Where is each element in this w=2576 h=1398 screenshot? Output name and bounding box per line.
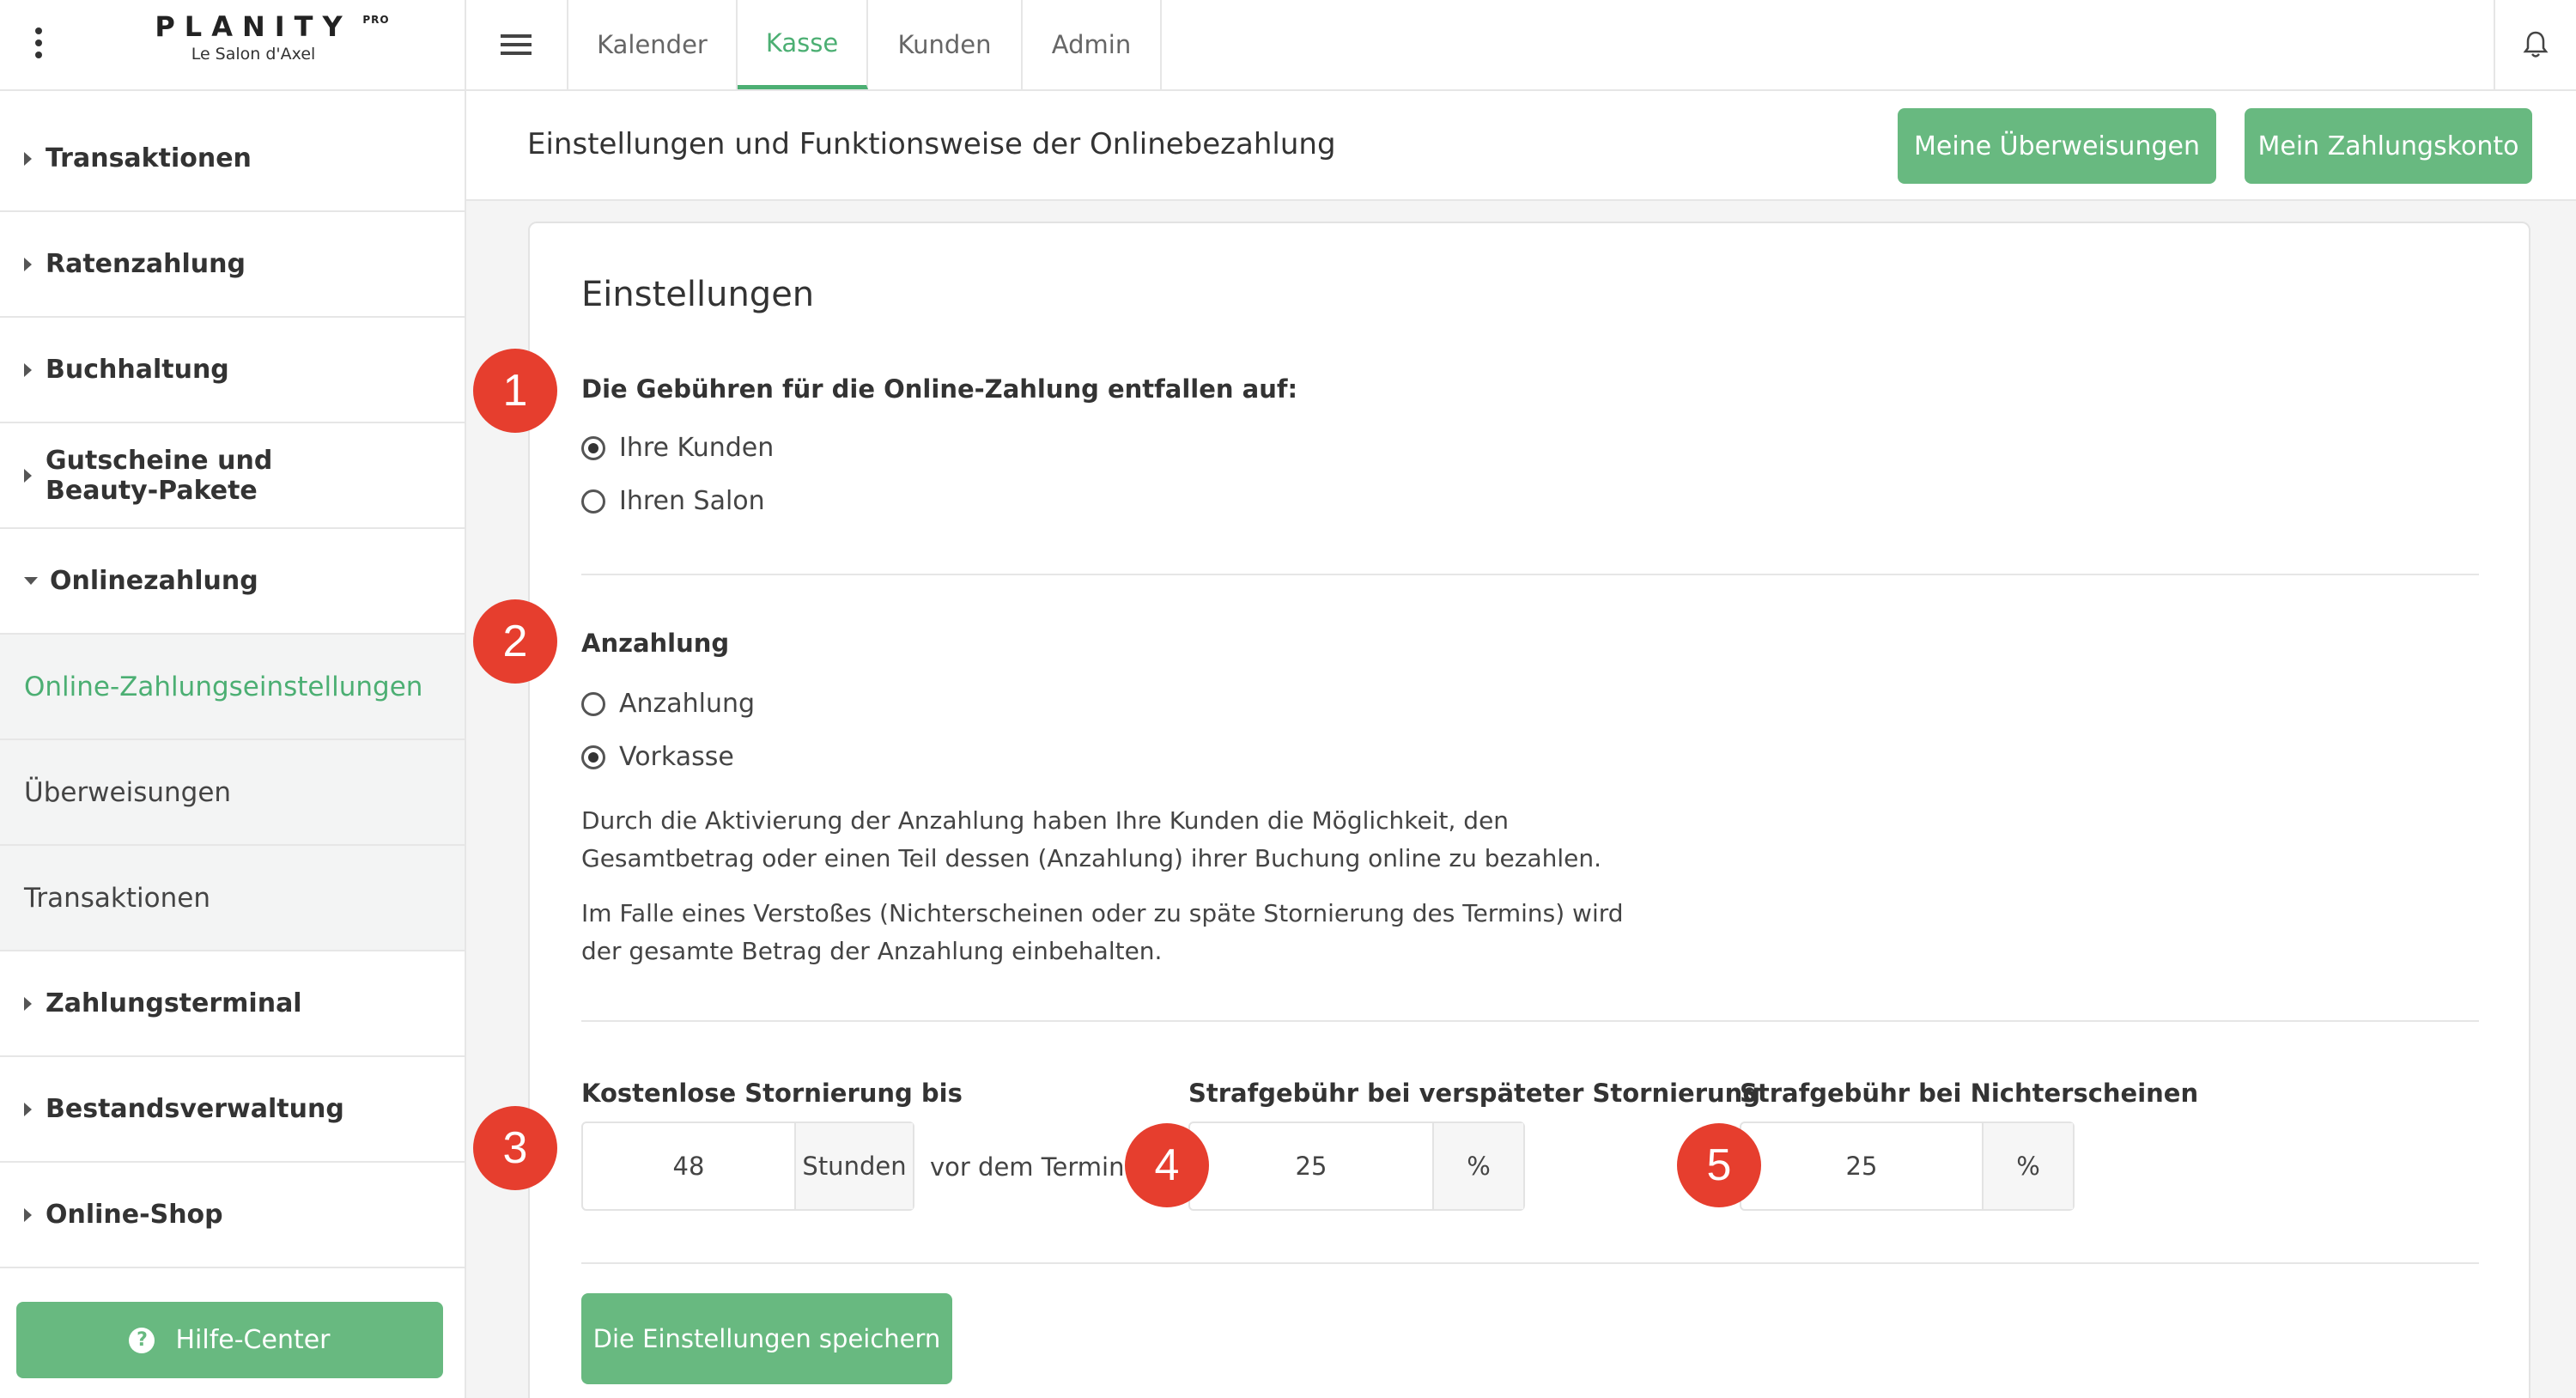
caret-right-icon [24,997,32,1011]
hours-unit: Stunden [794,1123,913,1209]
radio-ihre-kunden[interactable] [581,433,774,463]
radio-label: Ihren Salon [619,486,765,516]
annotation-marker-1: 1 [473,349,557,433]
annotation-marker-2: 2 [473,599,557,684]
notifications-button[interactable] [2494,0,2576,89]
tab-kasse[interactable]: Kasse [738,0,868,89]
sidebar-item-transaktionen[interactable] [0,106,465,212]
brand-name: PLANITY PRO [155,10,390,43]
brand-tier: PRO [362,14,390,26]
deposit-question: Anzahlung [581,629,730,658]
sidebar-item-zahlungsterminal[interactable] [0,951,465,1057]
sidebar-item-label: Buchhaltung [46,355,229,385]
caret-right-icon [24,258,32,271]
sidebar-item-ratenzahlung[interactable] [0,212,465,318]
sidebar-item-gutscheine[interactable] [0,423,465,529]
section-divider [581,1020,2479,1022]
sidebar-item-bestandsverwaltung[interactable] [0,1057,465,1163]
sidebar-item-label: Ratenzahlung [46,249,246,279]
more-menu-icon[interactable] [33,26,45,60]
radio-anzahlung[interactable] [581,689,755,719]
caret-right-icon [24,152,32,166]
tab-kalender[interactable]: Kalender [568,0,738,89]
sidebar-item-online-shop[interactable] [0,1163,465,1268]
radio-checked-icon[interactable] [581,436,605,460]
deposit-description-line: Gesamtbetrag oder einen Teil dessen (Anzahlung) ihrer Buchung online zu bezahlen. [581,844,1602,872]
sidebar-subitem-online-zahlungseinstellungen[interactable] [0,635,465,740]
sidebar-subitem-ueberweisungen[interactable] [0,740,465,846]
sidebar [0,0,466,1398]
caret-down-icon [24,577,38,585]
percent-unit: % [1432,1123,1523,1209]
radio-checked-icon[interactable] [581,745,605,769]
top-navigation [466,0,2576,91]
annotation-marker-3: 3 [473,1106,557,1190]
caret-right-icon [24,1103,32,1116]
caret-right-icon [24,1208,32,1222]
sidebar-item-label: Online-Zahlungseinstellungen [24,671,423,702]
sidebar-item-label: Transaktionen [24,882,210,914]
free-cancellation-label: Kostenlose Stornierung bis [581,1079,963,1108]
late-cancellation-fee-value[interactable]: 25 [1295,1152,1327,1181]
radio-label: Ihre Kunden [619,433,775,463]
sidebar-item-onlinezahlung[interactable] [0,529,465,635]
percent-unit: % [1982,1123,2073,1209]
free-cancellation-input[interactable] [581,1121,914,1211]
late-cancellation-fee-input[interactable] [1188,1121,1525,1211]
radio-label: Anzahlung [619,689,756,719]
radio-vorkasse[interactable] [581,742,734,772]
sidebar-item-label: Zahlungsterminal [46,988,302,1018]
sidebar-item-label: Transaktionen [46,143,252,173]
tab-admin[interactable]: Admin [1023,0,1162,89]
help-center-label: Hilfe-Center [175,1325,331,1355]
caret-right-icon [24,469,32,483]
fees-question: Die Gebühren für die Online-Zahlung entfallen auf: [581,374,1298,404]
annotation-marker-5: 5 [1677,1123,1761,1207]
page-title: Einstellungen und Funktionsweise der Onlinebezahlung [527,127,1336,161]
noshow-fee-input[interactable] [1740,1121,2075,1211]
section-divider [581,1262,2479,1264]
my-payment-account-button[interactable]: Mein Zahlungskonto [2245,108,2532,184]
sidebar-item-buchhaltung[interactable] [0,318,465,423]
sidebar-subitem-transaktionen[interactable] [0,846,465,951]
sidebar-item-label: Gutscheine und Beauty-Pakete [46,445,273,506]
settings-title: Einstellungen [581,275,815,314]
radio-unchecked-icon[interactable] [581,692,605,716]
sidebar-item-label: Bestandsverwaltung [46,1094,344,1124]
sidebar-nav [0,106,465,1268]
radio-ihren-salon[interactable] [581,486,765,516]
penalty-description-line: der gesamte Betrag der Anzahlung einbehalten. [581,937,1163,965]
help-center-button[interactable] [16,1302,443,1378]
settings-card [528,222,2530,1398]
caret-right-icon [24,363,32,377]
hamburger-menu-icon[interactable] [501,34,532,55]
sidebar-item-label: Online-Shop [46,1200,223,1230]
brand-logo[interactable] [129,10,390,64]
noshow-fee-label: Strafgebühr bei Nichterscheinen [1740,1079,2199,1108]
page-header [466,91,2576,201]
noshow-fee-value[interactable]: 25 [1845,1152,1878,1181]
question-icon: ? [129,1328,155,1353]
radio-label: Vorkasse [619,742,734,772]
deposit-description-line: Durch die Aktivierung der Anzahlung haben Ihre Kunden die Möglichkeit, den [581,806,1510,835]
radio-unchecked-icon[interactable] [581,489,605,514]
deposit-description [581,802,1646,878]
penalty-description [581,895,1646,970]
section-divider [581,574,2479,575]
save-settings-button[interactable]: Die Einstellungen speichern [581,1293,952,1384]
annotation-marker-4: 4 [1125,1123,1209,1207]
sidebar-item-label: Onlinezahlung [50,566,258,596]
late-cancellation-fee-label: Strafgebühr bei verspäteter Stornierung [1188,1079,1761,1108]
salon-name: Le Salon d'Axel [191,45,316,64]
penalty-description-line: Im Falle eines Verstoßes (Nichterscheinen oder zu späte Stornierung des Termins) wird [581,899,1624,927]
main-tabs [567,0,1162,89]
my-transfers-button[interactable]: Meine Überweisungen [1898,108,2216,184]
sidebar-header [0,0,465,91]
bell-icon [2523,30,2549,59]
before-appointment-text: vor dem Termin [930,1152,1125,1182]
free-cancellation-value[interactable]: 48 [672,1152,705,1181]
tab-kunden[interactable]: Kunden [868,0,1023,89]
sidebar-item-label: Überweisungen [24,776,232,808]
